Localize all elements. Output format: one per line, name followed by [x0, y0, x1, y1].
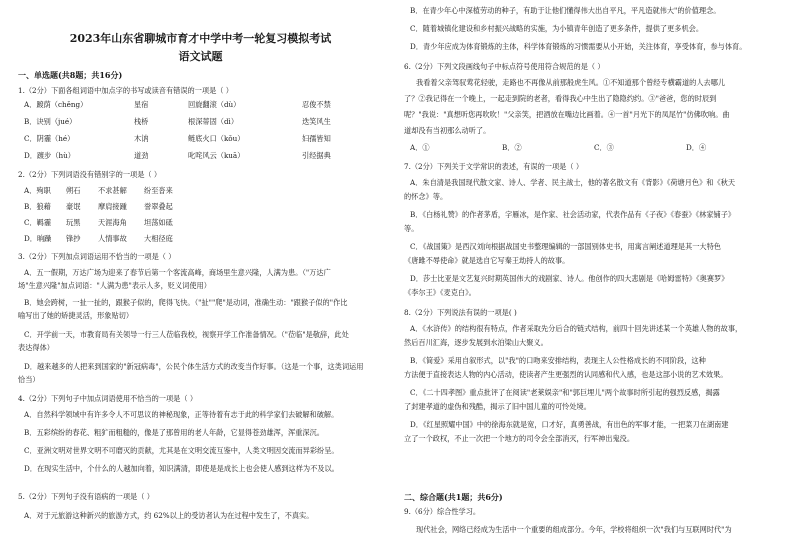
q5-option-d: D．青少年应成为体育锻炼的主体，科学体育锻炼的习惯需要从小开始，关注体育，享受体育，参与体育。	[410, 42, 747, 51]
q5-option-c: C．随着城镇化建设和乡村振兴战略的实施，为小镇青年创造了更多条件，提供了更多机会。	[410, 24, 704, 33]
q4-line: B．五彩缤纷的春花、粗犷而粗糙的，像是了那曾用的老人年龄，它显得苍劲雄浑，浑重深沉。	[24, 428, 324, 437]
q8-line: 了封建孝道的虚伪和残酷，揭示了旧中国儿童的可怜处境。	[404, 402, 591, 411]
question-2: 2.（2分）下列词语没有错别字的一项是（ ）	[18, 170, 162, 179]
q7-line: 《唐雎不辱使命》就是选自它写秦王劫持人的故事。	[404, 256, 570, 265]
section-heading: 二、综合题(共1题；共6分)	[404, 492, 503, 502]
q6-passage-line: 道却没有当初那么动听了。	[404, 126, 491, 135]
q8-line: 立了一个政权，不止一次把一个地方的司令会全部消灭，行军神出鬼没。	[404, 434, 635, 443]
q3-line: 喻写出了她的矫捷灵活，形象贴切）	[18, 311, 134, 320]
q9-text: 现代社会，网络已经成为生活中一个重要的组成部分。今年，学校将组织一次"我们与互联网时代"为	[416, 525, 732, 534]
left-column	[18, 0, 383, 550]
question-7: 7.（2分）下列关于文学常识的表述，有误的一项是（ ）	[404, 162, 584, 171]
question-5: 5.（2分）下列句子没有语病的一项是（ ）	[18, 492, 154, 501]
q3-line: D．越来越多的人把来到国家的"新冠病毒"，公民个体生活方式的改变当作好事。（这是一个事，这类词运用	[24, 362, 364, 371]
q5-option-a: A．对于元旅游这种新兴的旅游方式，约 62%以上的受访者认为在过程中发生了，不真实。	[24, 511, 314, 520]
q6-option-b: B．②	[502, 143, 522, 152]
question-6: 6.（2分）下列文段画线句子中标点符号使用符合规范的是（ ）	[404, 62, 605, 71]
q3-line: 场"生意兴隆"加点词语："人满为患"表示人多，贬义词使用）	[18, 281, 211, 290]
q8-line: A．《水浒传》的结构很有特点，作者采取先分后合的链式结构，前四十回先讲述某一个英雄人物的故事，	[410, 324, 743, 333]
question-3: 3.（2分）下列加点词语运用不恰当的一项是（ ）	[18, 252, 176, 261]
q6-option-a: A．①	[410, 143, 430, 152]
q4-line: D．在现实生活中，个什么的人越加向着，知识满清，即使是是成长上也会使人感到这样为不及以。	[24, 464, 339, 473]
q7-line: 《李尔王》《麦克白》。	[404, 288, 476, 297]
q8-line: D．《红星照耀中国》中的徐海东就是宽，口才好，真勇善战，有出色的军事才能，一把菜刀在湖南建	[410, 420, 729, 429]
doc-title: 2023年山东省聊城市育才中学中考一轮复习模拟考试	[69, 32, 332, 45]
q2-option-b: B．狼藉 豪氓 摩肩接踵 誉翠叠起	[24, 202, 173, 211]
question-4: 4.（2分）下列句子中加点词语使用不恰当的一项是（ ）	[18, 394, 198, 403]
doc-subtitle: 语文试题	[178, 50, 223, 63]
q1-option-b: B．诀别（jué） 栈桥 根深蒂固（dì） 迭笑风生	[24, 117, 331, 126]
q2-option-c: C．羁霾 玩黑 天涯海角 坦荡如砥	[24, 218, 173, 227]
q6-passage-line: 呢？"我说："真想听您再吹吹！"父亲笑，把酒放在嘴边比画着。④一首"月光下的凤尾竹"仿佛吹响。曲	[404, 110, 730, 119]
question-1: 1.（2分）下面各组词语中加点字的书写或读音有错误的一项是（ ）	[18, 86, 233, 95]
question-8: 8.（2分）下列说法有误的一项是( )	[404, 308, 517, 317]
question-9: 9.（6分）综合性学习。	[404, 507, 481, 516]
q3-line: 表达得体）	[18, 343, 54, 352]
q2-option-d: D．晌躁 锋抄 人情事故 大相径庭	[24, 234, 173, 243]
q3-line: B．她会跨树，一扯一扯的，跟猴子似的，爬得飞快。（"扯""爬"是动词，准确生动："跟猴子似的"作比	[24, 298, 348, 307]
section-heading: 一、单选题(共8题；共16分)	[18, 70, 123, 80]
q4-line: C．亚洲文明对世界文明不可磨灭的贡献，尤其是在文明交流互鉴中，人类文明因交流而异彩纷呈。	[24, 446, 339, 455]
q7-line: D．莎士比亚是文艺复兴时期英国伟大的戏剧家、诗人。他创作的四大悲剧是《哈姆雷特》《奥赛罗》	[410, 274, 729, 283]
q6-options	[404, 143, 706, 153]
q8-line: 方法便于直接表达人物的内心活动，使读者产生更强烈的认同感和代入感，也是这部小说的艺术效果。	[404, 370, 728, 379]
q8-line: 然后百川汇海，逐步发展到水泊梁山大聚义。	[404, 338, 548, 347]
q7-line: B．《白杨礼赞》的作者茅盾，字雁冰，是作家、社会活动家，代表作品有《子夜》《春蚕》《林家铺子》	[410, 210, 736, 219]
q8-line: B．《简爱》采用自叙形式，以"我"的口吻来安排结构，表现主人公性格成长的不同阶段，这种	[410, 356, 706, 365]
q7-line: 的怀念》等。	[404, 192, 448, 201]
q3-line: 恰当）	[18, 375, 40, 384]
q1-option-a: A．踱荫（chěng） 星宿 回旋翻滚（dù） 忍俊不禁	[24, 100, 331, 109]
right-column	[404, 0, 769, 550]
q7-line: A．朱自清是我国现代散文家、诗人、学者、民主战士，他的著名散文有《背影》《荷塘月色》和《秋天	[410, 178, 736, 187]
q1-option-d: D．踱步（hù） 道劲 叱咤风云（kuā） 引经据典	[24, 151, 331, 160]
q2-option-a: A．殉职 朔石 不求甚解 纷至沓来	[24, 186, 173, 195]
q7-line: 等。	[404, 224, 419, 233]
q3-line: C．开学前一天，市教育局有关领导一行三人莅临我校，视察开学工作准备情况。（"莅临"是敬辞，此处	[24, 330, 349, 339]
q6-passage-line: 我看着父亲驾驭莺花轻驶，走路也不再像从前那般虎生风。①不知道那个曾经专横霸道的人去哪儿	[416, 78, 726, 87]
q7-line: C．《战国策》是西汉刘向根据战国史书整理编辑的一部国别体史书，用寓言阐述道理是其一大特色	[410, 242, 721, 251]
q6-option-c: C．③	[594, 143, 614, 152]
q5-option-b: B．在青少年心中深植劳动的种子，有助于让他们懂得伟大出自平凡，平凡造就伟大"的价值理念。	[410, 6, 721, 15]
q8-line: C．《二十四孝图》重点批评了在阅读"老莱娱亲"和"郭巨埋儿"两个故事时所引起的强烈反感，揭露	[410, 388, 720, 397]
q6-passage-line: 了？②我记得在一个晚上，一起走到院的老者，看得我心中生出了隐隐约约。③"爸爸，您的时辰到	[404, 94, 717, 103]
q6-option-d: D．④	[686, 143, 707, 152]
q4-line: A．自然科学领域中有许多令人不可思议的神秘现象，正等待着有志于此的科学家们去破解和破解。	[24, 410, 339, 419]
q3-line: A．五一假期，万达广场为迎来了春节后第一个客流高峰，商场里生意兴隆，人满为患。（"万达广	[24, 268, 331, 277]
q1-option-c: C．阴霾（hé） 木讷 鲢底火口（kǒu） 妇孺皆知	[24, 134, 331, 143]
